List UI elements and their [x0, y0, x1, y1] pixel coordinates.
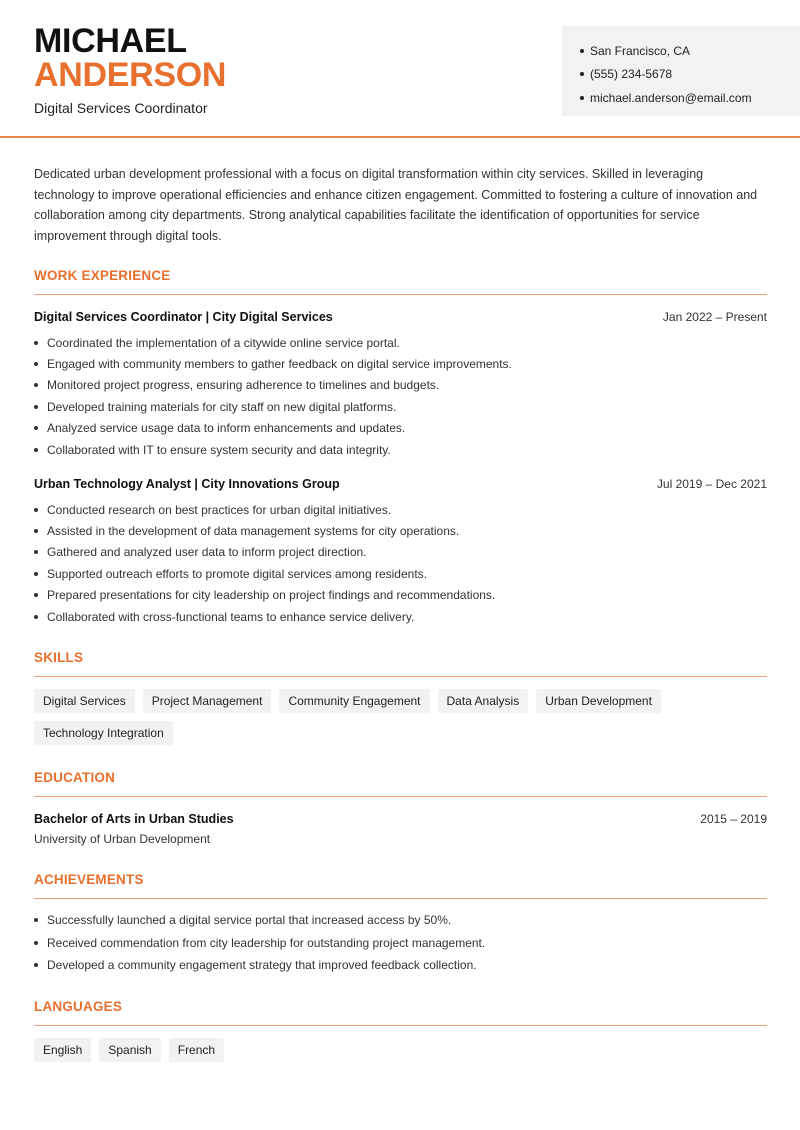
job-dates: Jul 2019 – Dec 2021 [656, 477, 767, 491]
bullet-icon [34, 448, 38, 452]
list-item-text: Coordinated the implementation of a citywide online service portal. [47, 335, 400, 350]
list-item [34, 606, 767, 627]
skill-chip: Urban Development [536, 689, 661, 713]
list-item-text: Analyzed service usage data to inform enhancements and updates. [47, 421, 406, 436]
skill-chip: Digital Services [34, 689, 135, 713]
list-item-text: Collaborated with IT to ensure system security and data integrity. [47, 442, 391, 457]
job-heading-text: Urban Technology Analyst | City Innovations Group [34, 477, 340, 491]
section-divider [34, 1025, 767, 1026]
bullet-icon [580, 72, 584, 76]
list-item [34, 520, 767, 541]
skill-chip: Data Analysis [438, 689, 529, 713]
job-bullets [34, 332, 767, 460]
list-item [34, 353, 767, 374]
list-item [34, 499, 767, 520]
contact-box [562, 26, 800, 116]
degree-text: Bachelor of Arts in Urban Studies [34, 812, 234, 826]
phone-text: (555) 234-5678 [590, 67, 673, 82]
language-chip: French [169, 1038, 224, 1062]
bullet-icon [34, 550, 38, 554]
location-text: San Francisco, CA [590, 43, 691, 58]
bullet-icon [34, 593, 38, 597]
list-item-text: Collaborated with cross-functional teams to enhance service delivery. [47, 609, 415, 624]
bullet-icon [34, 405, 38, 409]
list-item-text: Developed a community engagement strategy that improved feedback collection. [47, 958, 477, 973]
section-divider [34, 294, 767, 295]
section-divider [34, 796, 767, 797]
skill-chip: Project Management [143, 689, 272, 713]
list-item [34, 542, 767, 563]
bullet-icon [34, 426, 38, 430]
bullet-icon [34, 362, 38, 366]
bullet-icon [34, 341, 38, 345]
school-name: University of Urban Development [34, 832, 211, 846]
section-title-languages: LANGUAGES [34, 999, 123, 1014]
bullet-icon [34, 918, 38, 922]
bullet-icon [580, 49, 584, 53]
list-item-text: Conducted research on best practices for urban digital initiatives. [47, 502, 392, 517]
bullet-icon [34, 529, 38, 533]
job-title: Digital Services Coordinator [34, 100, 208, 116]
resume-header [0, 0, 800, 138]
bullet-icon [34, 963, 38, 967]
language-chip: Spanish [99, 1038, 160, 1062]
list-item [34, 439, 767, 460]
first-name: MICHAEL [34, 22, 187, 60]
bullet-icon [34, 941, 38, 945]
list-item [34, 563, 767, 584]
languages-list [34, 1038, 767, 1062]
job-heading [34, 310, 767, 324]
summary-paragraph: Dedicated urban development professional with a focus on digital transformation within city services. Skilled in leveraging technology to improve operational efficiencies and enhance citizen engagement. Committed to fostering a culture of innovation and collaboration among city departments. Strong analytical capabilities facilitate the identification of opportunities for service improvement through digital tools. [34, 167, 758, 243]
list-item-text: Received commendation from city leadership for outstanding project management. [47, 935, 486, 950]
skill-chip: Technology Integration [34, 721, 173, 745]
list-item [34, 954, 767, 977]
bullet-icon [580, 96, 584, 100]
contact-location [580, 39, 800, 63]
section-divider [34, 676, 767, 677]
contact-phone [580, 63, 800, 87]
achievements-list [34, 909, 767, 977]
bullet-icon [34, 383, 38, 387]
bullet-icon [34, 572, 38, 576]
list-item-text: Gathered and analyzed user data to inform project direction. [47, 545, 367, 560]
job-dates: Jan 2022 – Present [662, 310, 767, 324]
section-title-work: WORK EXPERIENCE [34, 268, 171, 283]
list-item [34, 396, 767, 417]
list-item-text: Developed training materials for city staff on new digital platforms. [47, 399, 397, 414]
list-item-text: Supported outreach efforts to promote digital services among residents. [47, 566, 427, 581]
section-title-achievements: ACHIEVEMENTS [34, 872, 144, 887]
list-item [34, 932, 767, 955]
list-item [34, 375, 767, 396]
section-title-skills: SKILLS [34, 650, 84, 665]
list-item [34, 909, 767, 932]
last-name: ANDERSON [34, 56, 227, 94]
section-title-education: EDUCATION [34, 770, 116, 785]
skills-list [34, 689, 767, 745]
education-heading [34, 812, 767, 826]
job-heading [34, 477, 767, 491]
list-item-text: Successfully launched a digital service portal that increased access by 50%. [47, 913, 452, 928]
bullet-icon [34, 508, 38, 512]
section-divider [34, 898, 767, 899]
list-item-text: Engaged with community members to gather feedback on digital service improvements. [47, 357, 512, 372]
list-item [34, 585, 767, 606]
list-item-text: Assisted in the development of data management systems for city operations. [47, 524, 460, 539]
language-chip: English [34, 1038, 91, 1062]
list-item-text: Monitored project progress, ensuring adherence to timelines and budgets. [47, 378, 440, 393]
list-item-text: Prepared presentations for city leadership on project findings and recommendations. [47, 588, 496, 603]
job-bullets [34, 499, 767, 627]
list-item [34, 332, 767, 353]
job-heading-text: Digital Services Coordinator | City Digital Services [34, 310, 333, 324]
email-text: michael.anderson@email.com [590, 90, 752, 105]
contact-email [580, 86, 800, 110]
list-item [34, 418, 767, 439]
bullet-icon [34, 615, 38, 619]
education-dates: 2015 – 2019 [700, 812, 767, 826]
skill-chip: Community Engagement [279, 689, 429, 713]
